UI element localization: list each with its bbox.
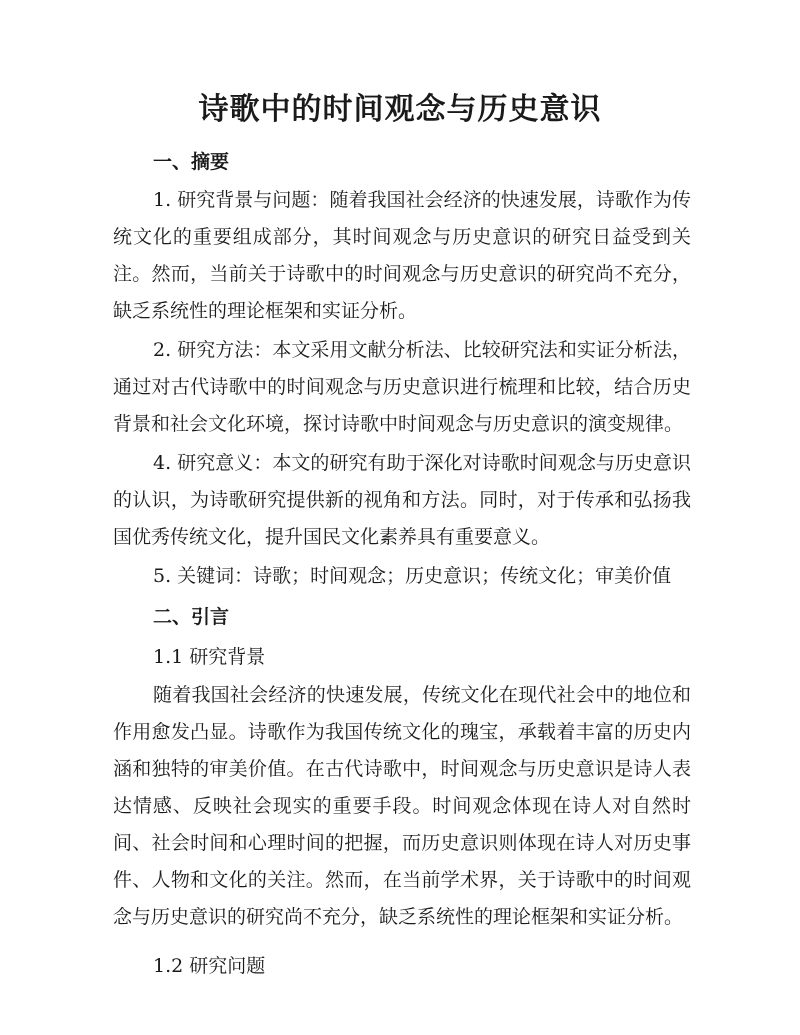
page-title: 诗歌中的时间观念与历史意识	[198, 92, 602, 127]
intro-paragraph-background: 随着我国社会经济的快速发展，传统文化在现代社会中的地位和作用愈发凸显。诗歌作为我国传统文化的瑰宝，承载着丰富的历史内涵和独特的审美价值。在古代诗歌中，时间观念与历史意识是诗人表达情感、反映社会现实的重要手段。时间观念体现在诗人对自然时间、社会时间和心理时间的把握，而历史意识则体现在诗人对历史事件、人物和文化的关注。然而，在当前学术界，关于诗歌中的时间观念与历史意识的研究尚不充分，缺乏系统性的理论框架和实证分析。	[113, 684, 691, 928]
abstract-paragraph-significance: 4. 研究意义：本文的研究有助于深化对诗歌时间观念与历史意识的认识，为诗歌研究提供新的视角和方法。同时，对于传承和弘扬我国优秀传统文化，提升国民文化素养具有重要意义。	[113, 452, 691, 548]
section-heading-intro: 二、引言	[153, 606, 230, 628]
subheading-research-background: 1.1 研究背景	[153, 646, 266, 668]
abstract-paragraph-background: 1. 研究背景与问题：随着我国社会经济的快速发展，诗歌作为传统文化的重要组成部分，其时间观念与历史意识的研究日益受到关注。然而，当前关于诗歌中的时间观念与历史意识的研究尚不充分，缺乏系统性的理论框架和实证分析。	[113, 189, 691, 322]
subheading-research-question: 1.2 研究问题	[153, 955, 266, 977]
abstract-paragraph-keywords: 5. 关键词：诗歌；时间观念；历史意识；传统文化；审美价值	[153, 565, 672, 587]
section-heading-abstract: 一、摘要	[153, 151, 230, 173]
document-body	[113, 142, 691, 986]
abstract-paragraph-methods: 2. 研究方法：本文采用文献分析法、比较研究法和实证分析法，通过对古代诗歌中的时间观念与历史意识进行梳理和比较，结合历史背景和社会文化环境，探讨诗歌中时间观念与历史意识的演变规律。	[113, 339, 691, 435]
